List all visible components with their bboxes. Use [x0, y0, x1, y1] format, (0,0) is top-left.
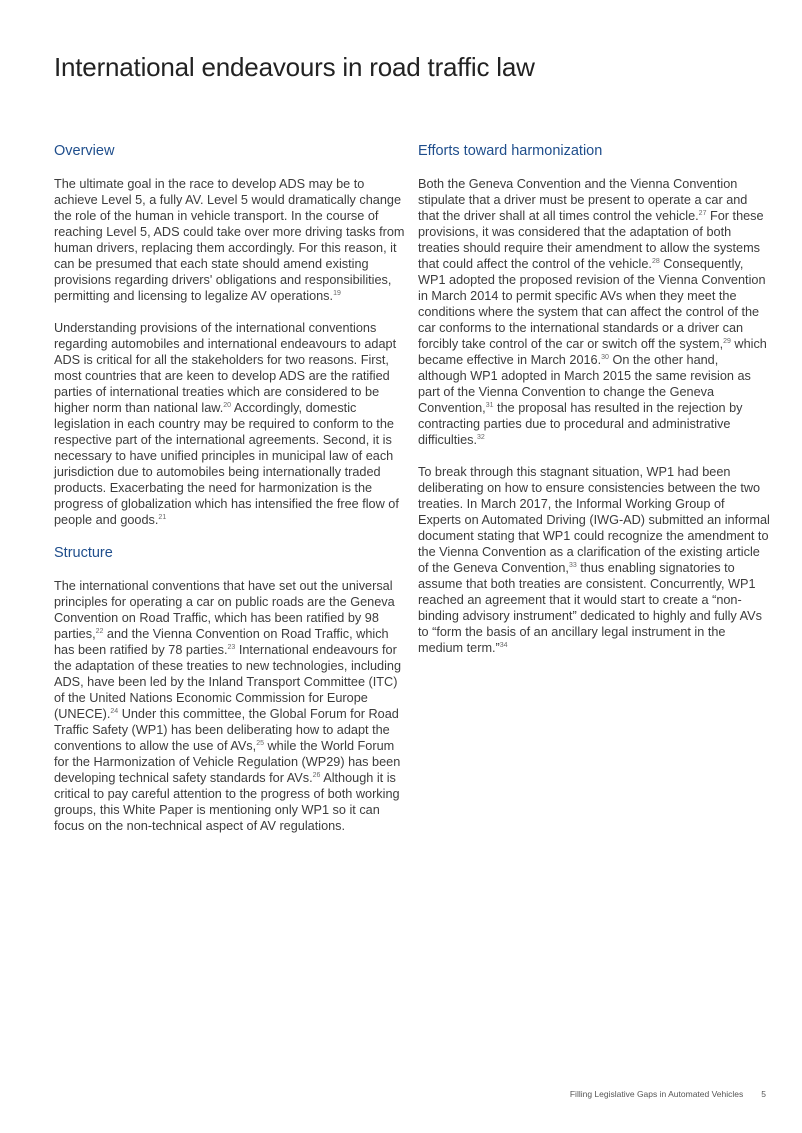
footnote-reference: 23	[227, 643, 236, 651]
footnote-reference: 30	[601, 353, 609, 361]
text-run: while the World Forum for the Harmonization of Vehicle Regulation (WP29) has been developing technical safety standards for AVs.	[54, 739, 401, 785]
footnote-reference: 33	[568, 561, 577, 569]
footnote-reference: 24	[110, 707, 119, 715]
text-run: the proposal has resulted in the rejection by contracting parties due to procedural and administrative difficulties.	[418, 401, 743, 447]
text-run: For these provisions, it was considered that the adaptation of both treaties should require their amendment to allow the systems that could affect the control of the vehicle.	[418, 209, 764, 271]
footnote-reference: 29	[723, 337, 731, 345]
text-run: Both the Geneva Convention and the Vienna Convention stipulate that a driver must be present to operate a car and that the driver shall at all times control the vehicle.	[418, 177, 748, 223]
overview-heading: Overview	[54, 143, 115, 159]
text-run: thus enabling signatories to assume that both treaties are consistent. Concurrently, WP1 reached an agreement that it would start to create a “non-binding advisory instrument” dedicated to highly and fully AVs to “form the basis of an ancillary legal instrument in the medium term.”	[418, 561, 762, 655]
efforts-paragraph-1	[418, 176, 770, 448]
text-run: The ultimate goal in the race to develop ADS may be to achieve Level 5, a fully AV. Level 5 would dramatically change the role of the human in vehicle transport. In the course of reaching Level 5, ADS could take over more driving tasks from human drivers, replacing them accordingly. For this reason, it can be presumed that each state should amend existing provisions regarding drivers' obligations and responsibilities, permitting and licensing to legalize AV operations.	[54, 177, 405, 303]
footnote-reference: 28	[651, 257, 660, 265]
overview-paragraph-2	[54, 320, 406, 528]
efforts-heading: Efforts toward harmonization	[418, 143, 603, 159]
overview-paragraph-1	[54, 176, 406, 304]
footer-document-title: Filling Legislative Gaps in Automated Vehicles	[569, 1089, 744, 1099]
footnote-reference: 32	[477, 433, 485, 441]
page-footer	[570, 1089, 766, 1099]
structure-paragraph-1	[54, 578, 406, 834]
text-run: Under this committee, the Global Forum for Road Traffic Safety (WP1) has been deliberating how to adapt the conventions to allow the use of AVs,	[54, 707, 399, 753]
page-number: 5	[761, 1089, 766, 1099]
footnote-reference: 31	[485, 401, 494, 409]
footnote-reference: 25	[256, 739, 264, 747]
efforts-paragraph-2	[418, 464, 770, 656]
footnote-reference: 27	[698, 209, 707, 217]
footnote-reference: 34	[499, 641, 508, 649]
text-run: Understanding provisions of the international conventions regarding automobiles and international endeavours to adapt ADS is critical for all the stakeholders for two reasons. First, most countries that are keen to develop ADS are the ratified parties of international treaties which are considered to be higher norm than national law.	[54, 321, 397, 415]
text-run: The international conventions that have set out the universal principles for operating a car on public roads are the Geneva Convention on Road Traffic, which has been ratified by 98 parties,	[54, 579, 395, 641]
text-run: International endeavours for the adaptation of these treaties to new technologies, including ADS, have been led by the Inland Transport Committee (ITC) of the United Nations Economic Commission for Europe (UNECE).	[54, 643, 402, 721]
footnote-reference: 20	[223, 401, 232, 409]
text-run: Consequently, WP1 adopted the proposed revision of the Vienna Convention in March 2014 to permit specific AVs when they meet the conditions where the system that can affect the control of the car conforms to the international standards or a driver can forcibly take control of the car or switch off the system,	[418, 257, 766, 351]
right-column	[418, 142, 770, 672]
text-run: To break through this stagnant situation, WP1 had been deliberating on how to ensure consistencies between the two treaties. In March 2017, the Informal Working Group of Experts on Automated Driving (IWG-AD) submitted an informal document stating that WP1 could recognize the amendment to the Vienna Convention as a clarification of the existing article of the Geneva Convention,	[418, 465, 770, 575]
page-title: International endeavours in road traffic law	[54, 52, 535, 82]
text-run: On the other hand, although WP1 adopted in March 2015 the same revision as part of the Vienna Convention to change the Geneva Convention,	[418, 353, 751, 415]
footnote-reference: 22	[95, 627, 104, 635]
structure-heading: Structure	[54, 545, 113, 561]
footnote-reference: 19	[333, 289, 341, 297]
text-run: Accordingly, domestic legislation in each country may be required to conform to the respective part of the international agreements. Second, it is necessary to have unified principles in municipal law of each jurisdiction due to automobiles being internationally traded products. Exacerbating the need for harmonization is the progress of globalization which has intensified the free flow of people and goods.	[54, 401, 399, 527]
left-column	[54, 142, 406, 850]
text-run: which became effective in March 2016.	[418, 337, 767, 367]
footnote-reference: 26	[312, 771, 321, 779]
text-run: Although it is critical to pay careful attention to the progress of both working groups, this White Paper is mentioning only WP1 so it can focus on the non-technical aspect of AV regulations.	[54, 771, 400, 833]
footnote-reference: 21	[158, 513, 167, 521]
text-run: and the Vienna Convention on Road Traffic, which has been ratified by 78 parties.	[54, 627, 389, 657]
